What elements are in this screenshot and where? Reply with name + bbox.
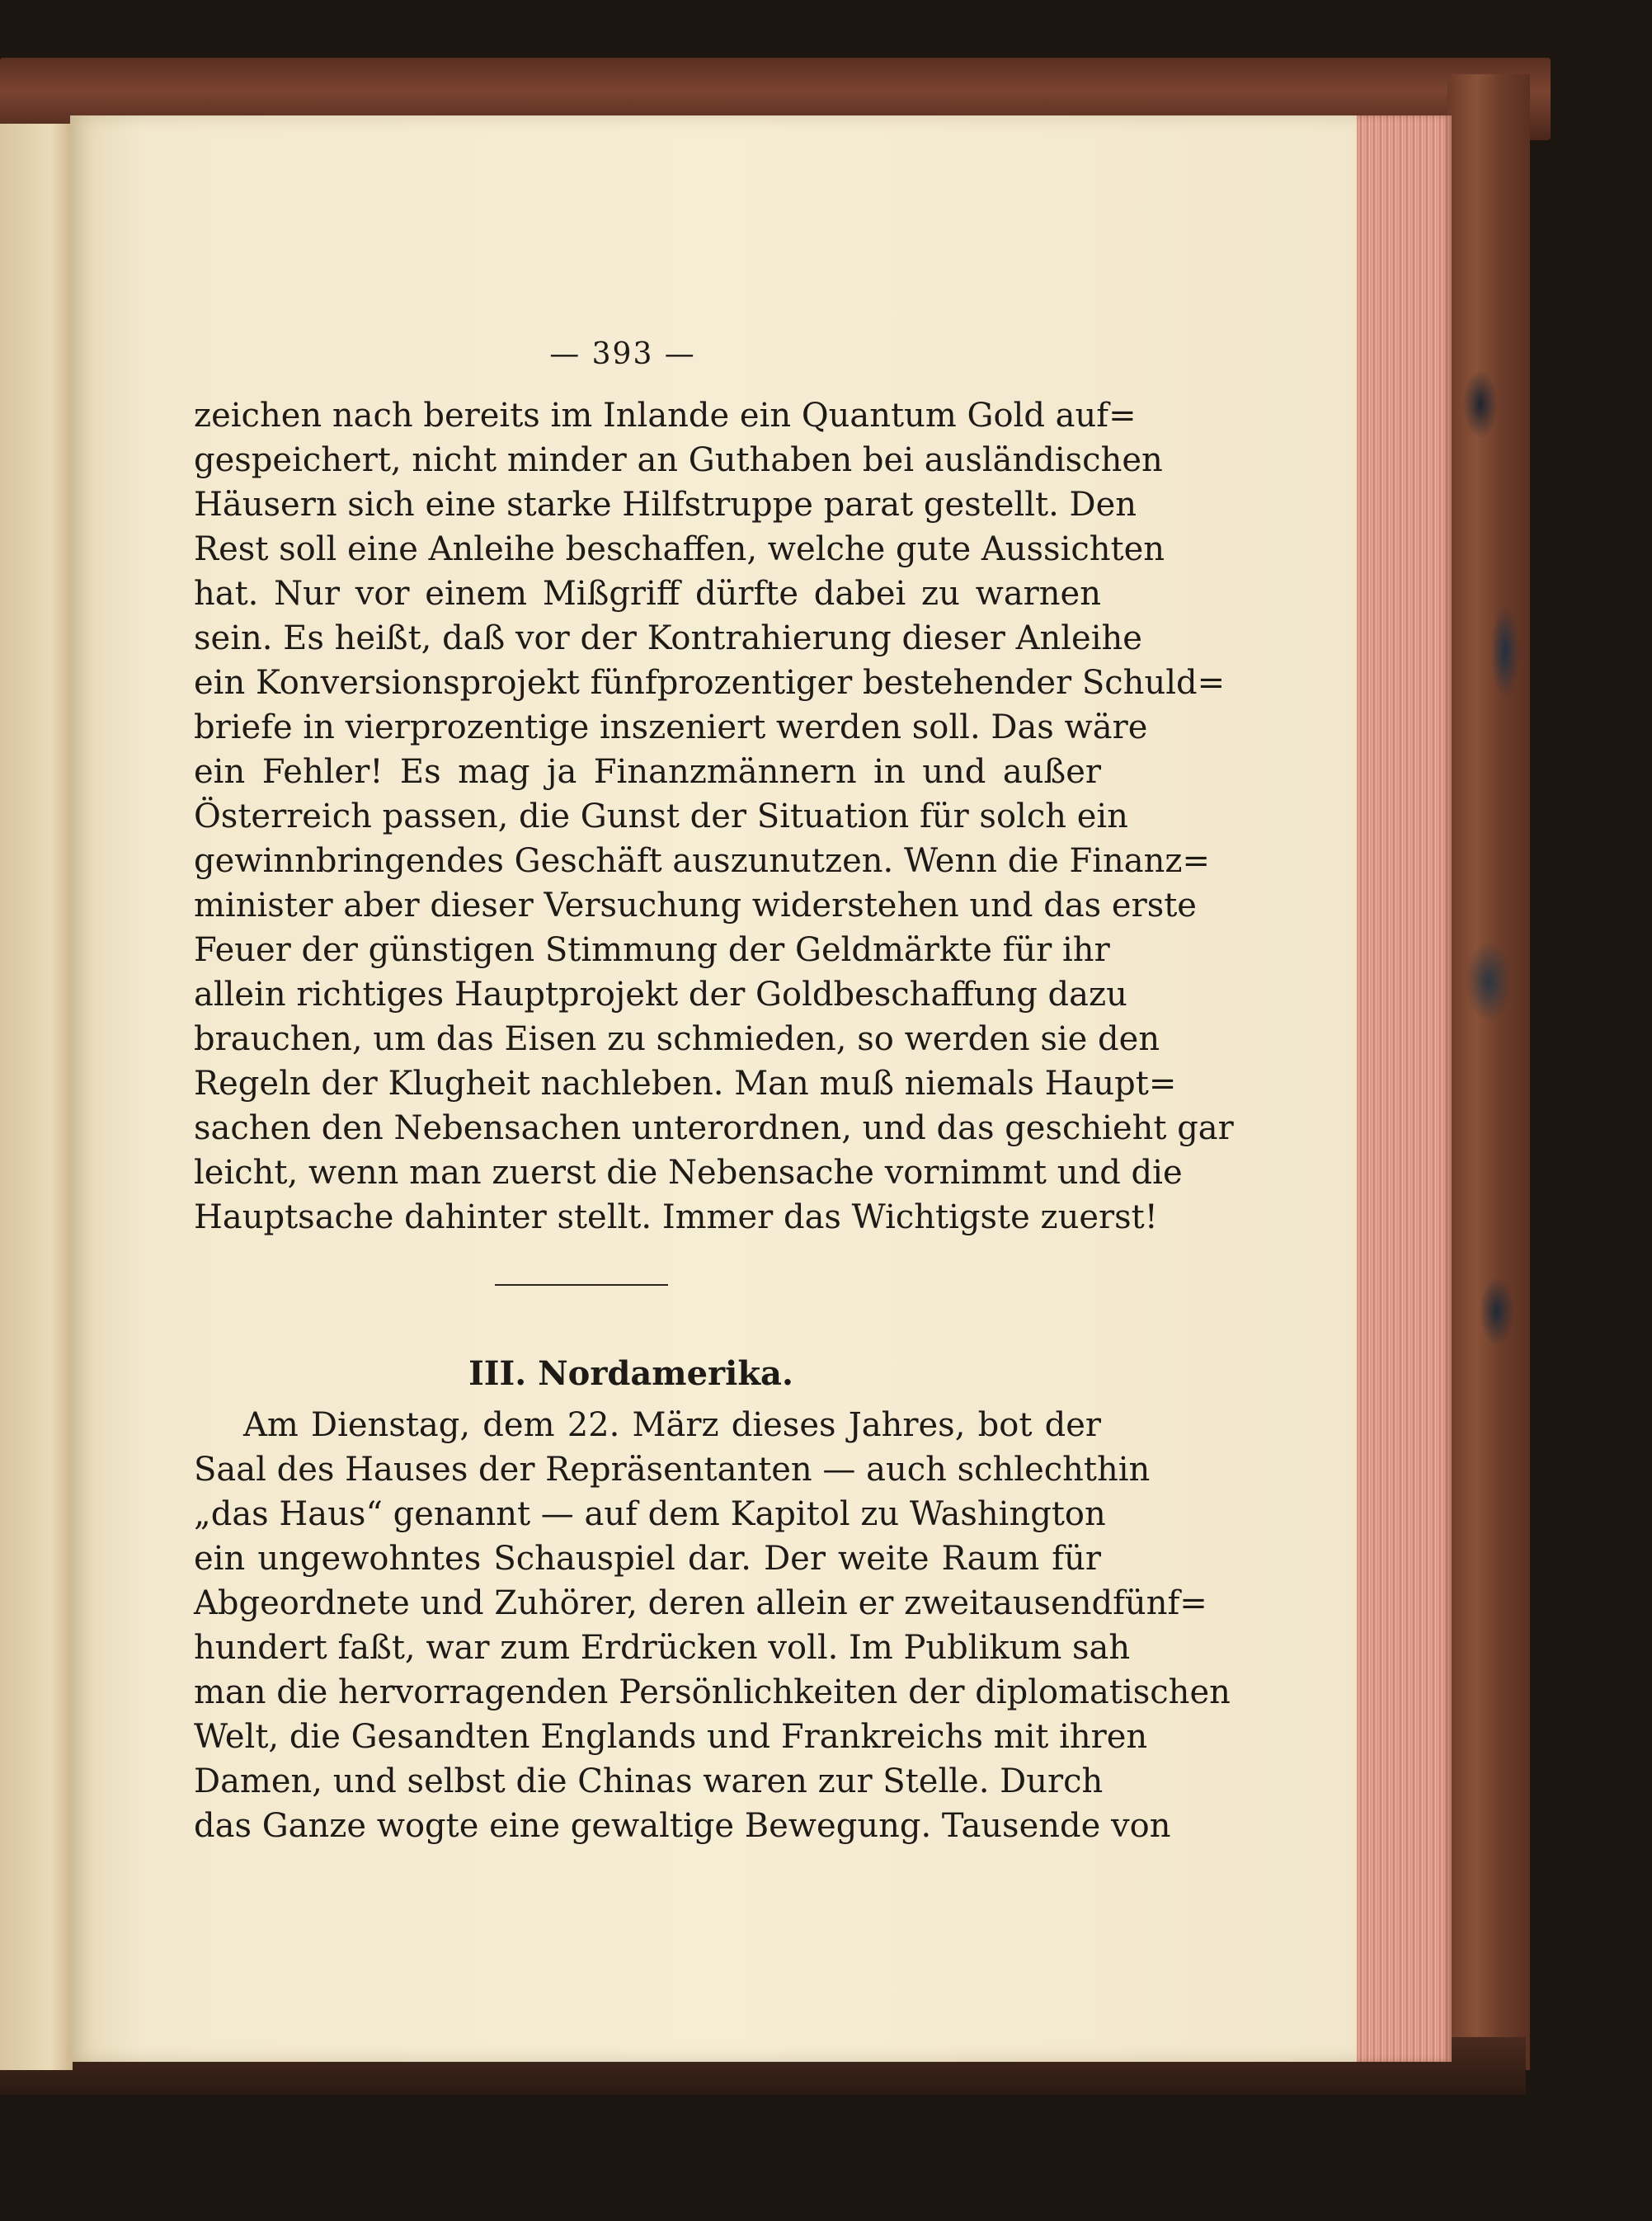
text-line: Hauptsache dahinter stellt. Immer das Wichtigste zuerst! bbox=[194, 1198, 1158, 1236]
text-line: gewinnbringendes Geschäft auszunutzen. Wenn die Finanz= bbox=[194, 842, 1210, 880]
text-line: ein Fehler! Es mag ja Finanzmännern in und außer bbox=[194, 753, 1101, 791]
text-line: minister aber dieser Versuchung widerstehen und das erste bbox=[194, 887, 1197, 925]
text-line: hat. Nur vor einem Mißgriff dürfte dabei zu warnen bbox=[194, 575, 1101, 613]
text-line: leicht, wenn man zuerst die Nebensache vornimmt und die bbox=[194, 1154, 1183, 1192]
text-line: Welt, die Gesandten Englands und Frankreichs mit ihren bbox=[194, 1718, 1148, 1756]
text-line: Österreich passen, die Gunst der Situation für solch ein bbox=[194, 798, 1128, 835]
text-line: ein Konversionsprojekt fünfprozentiger bestehender Schuld= bbox=[194, 664, 1226, 702]
text-line: briefe in vierprozentige inszeniert werden soll. Das wäre bbox=[194, 708, 1148, 746]
text-line: Saal des Hauses der Repräsentanten — auch schlechthin bbox=[194, 1451, 1151, 1489]
page-text bbox=[194, 326, 1234, 1848]
text-line: gespeichert, nicht minder an Guthaben bei ausländischen bbox=[194, 441, 1163, 479]
previous-page-edge bbox=[0, 124, 73, 2070]
text-line: Regeln der Klugheit nachleben. Man muß niemals Haupt= bbox=[194, 1065, 1177, 1103]
text-line: allein richtiges Hauptprojekt der Goldbeschaffung dazu bbox=[194, 976, 1127, 1014]
text-line: ein ungewohntes Schauspiel dar. Der weite Raum für bbox=[194, 1540, 1101, 1578]
section-divider-rule bbox=[495, 1284, 668, 1286]
text-line: man die hervorragenden Persönlichkeiten der diplomatischen bbox=[194, 1673, 1231, 1711]
text-line: zeichen nach bereits im Inlande ein Quantum Gold auf= bbox=[194, 397, 1137, 435]
text-line: Am Dienstag, dem 22. März dieses Jahres, bot der bbox=[243, 1406, 1101, 1444]
text-line: sachen den Nebensachen unterordnen, und das geschieht gar bbox=[194, 1109, 1234, 1147]
marbled-cover-board bbox=[1447, 74, 1530, 2070]
page-fore-edge bbox=[1357, 115, 1452, 2062]
section-heading: III. Nordamerika. bbox=[468, 1354, 793, 1393]
text-line: Häusern sich eine starke Hilfstruppe parat gestellt. Den bbox=[194, 486, 1137, 524]
text-line: Feuer der günstigen Stimmung der Geldmärkte für ihr bbox=[194, 931, 1110, 969]
text-line: Rest soll eine Anleihe beschaffen, welche gute Aussichten bbox=[194, 530, 1165, 568]
text-line: sein. Es heißt, daß vor der Kontrahierung dieser Anleihe bbox=[194, 619, 1142, 657]
text-line: Abgeordnete und Zuhörer, deren allein er zweitausendfünf= bbox=[194, 1584, 1207, 1622]
text-line: Damen, und selbst die Chinas waren zur Stelle. Durch bbox=[194, 1762, 1104, 1800]
page-number: — 393 — bbox=[549, 337, 696, 371]
paragraph-2 bbox=[194, 1403, 1231, 1848]
text-line: „das Haus“ genannt — auf dem Kapitol zu Washington bbox=[194, 1495, 1106, 1533]
paragraph-1 bbox=[194, 393, 1234, 1240]
text-line: hundert faßt, war zum Erdrücken voll. Im Publikum sah bbox=[194, 1629, 1131, 1667]
text-line: das Ganze wogte eine gewaltige Bewegung. Tausende von bbox=[194, 1807, 1171, 1845]
text-line: brauchen, um das Eisen zu schmieden, so werden sie den bbox=[194, 1020, 1160, 1058]
